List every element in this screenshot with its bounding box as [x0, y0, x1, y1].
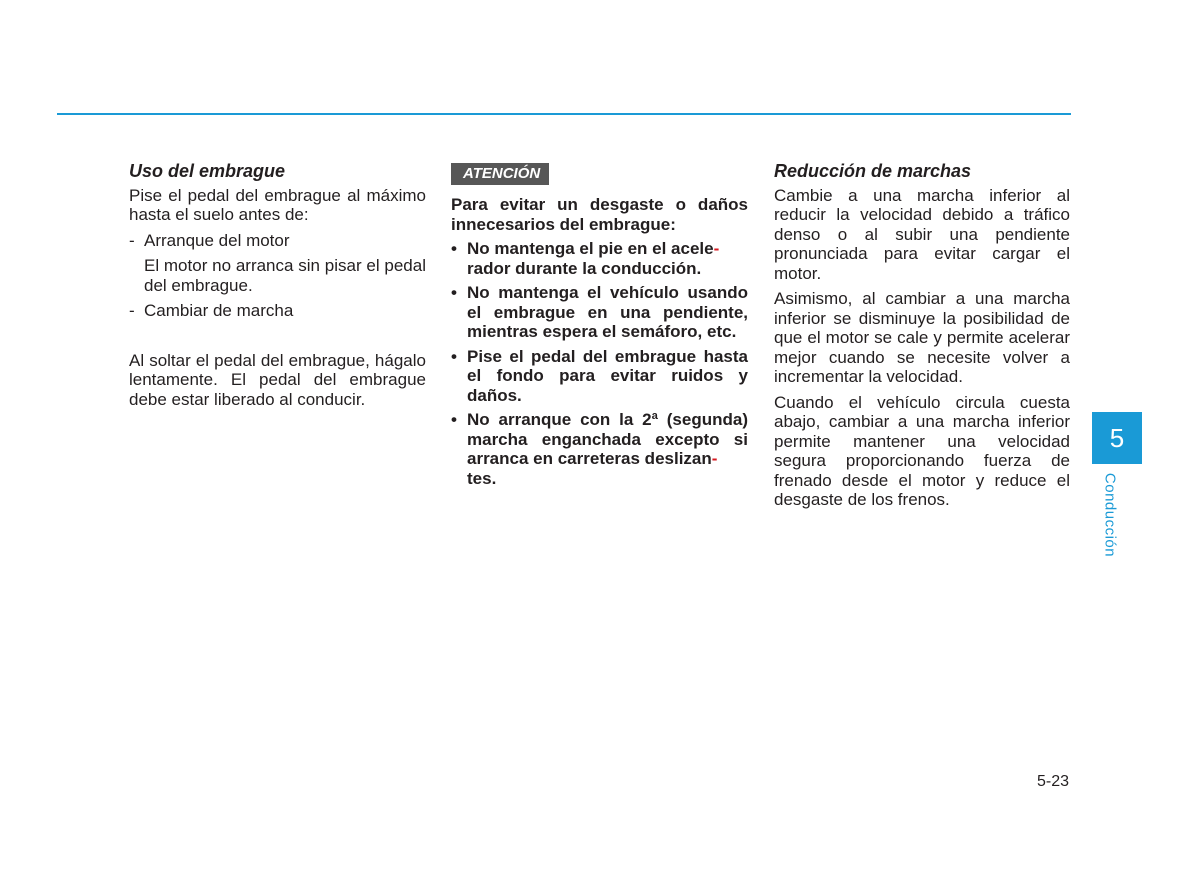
dash-marker: -: [129, 230, 135, 250]
column-right: [774, 160, 1070, 510]
page-number: 5-23: [1036, 773, 1069, 790]
dash-item-engine-start: [129, 231, 426, 251]
caution-bullet-text-cont: tes.: [467, 468, 497, 488]
dash-item-label: Arranque del motor: [144, 230, 290, 250]
chapter-title-vertical: Conducción: [1101, 472, 1119, 558]
chapter-number-tab: 5: [1092, 412, 1142, 464]
caution-bullet-4: [451, 410, 748, 488]
caution-bullet-text: No arranque con la 2ª (segunda) marcha enganchada excepto si arranca en carreteras deslizan: [467, 410, 748, 468]
downshift-paragraph-2: Asimismo, al cambiar a una marcha inferior se disminuye la posibilidad de que el motor se cale y permite acelerar mejor cuando se necesite volver a incrementar la velocidad.: [774, 289, 1070, 386]
caution-bullet-text: No mantenga el vehículo usando el embrague en una pendiente, mientras espera el semáforo, etc.: [467, 283, 748, 341]
caution-bullet-text: Pise el pedal del embrague hasta el fondo para evitar ruidos y daños.: [467, 346, 748, 405]
section-heading-clutch-use: Uso del embrague: [129, 161, 286, 181]
clutch-intro-paragraph: Pise el pedal del embrague al máximo hasta el suelo antes de:: [129, 185, 426, 224]
caution-bullet-3: [451, 347, 748, 406]
dash-item-gear-change: [129, 301, 426, 321]
bullet-marker: •: [451, 283, 457, 302]
caution-intro: Para evitar un desgaste o daños innecesarios del embrague:: [451, 195, 748, 234]
dash-marker: -: [129, 301, 135, 320]
dash-item-label: Cambiar de marcha: [144, 301, 294, 320]
bullet-marker: •: [451, 239, 457, 258]
downshift-paragraph-3: Cuando el vehículo circula cuesta abajo, cambiar a una marcha inferior permite mantener una velocidad segura proporcionando fuerza de frenado desde el motor y reduce el desgaste de los frenos.: [774, 392, 1070, 509]
column-middle: [451, 160, 748, 488]
bullet-marker: •: [451, 410, 457, 429]
header-rule: [57, 113, 1071, 115]
clutch-release-paragraph: Al soltar el pedal del embrague, hágalo lentamente. El pedal del embrague debe estar liberado al conducir.: [129, 350, 426, 409]
hyphen-mark: -: [711, 449, 718, 468]
hyphen-mark: -: [713, 239, 720, 258]
section-heading-downshift: Reducción de marchas: [774, 161, 972, 181]
caution-badge: ATENCIÓN: [451, 163, 549, 185]
bullet-marker: •: [451, 346, 457, 366]
downshift-paragraph-1: Cambie a una marcha inferior al reducir la velocidad debido a tráfico denso o al subir una pendiente pronunciada para evitar cargar el motor.: [774, 185, 1070, 283]
dash-item-note: El motor no arranca sin pisar el pedal del embrague.: [144, 256, 426, 295]
column-left: [129, 160, 426, 409]
caution-bullet-1: [451, 239, 748, 278]
caution-bullet-text-cont: rador durante la conducción.: [467, 258, 702, 278]
caution-bullet-2: [451, 283, 748, 342]
caution-bullet-text: No mantenga el pie en el acele: [467, 239, 714, 258]
